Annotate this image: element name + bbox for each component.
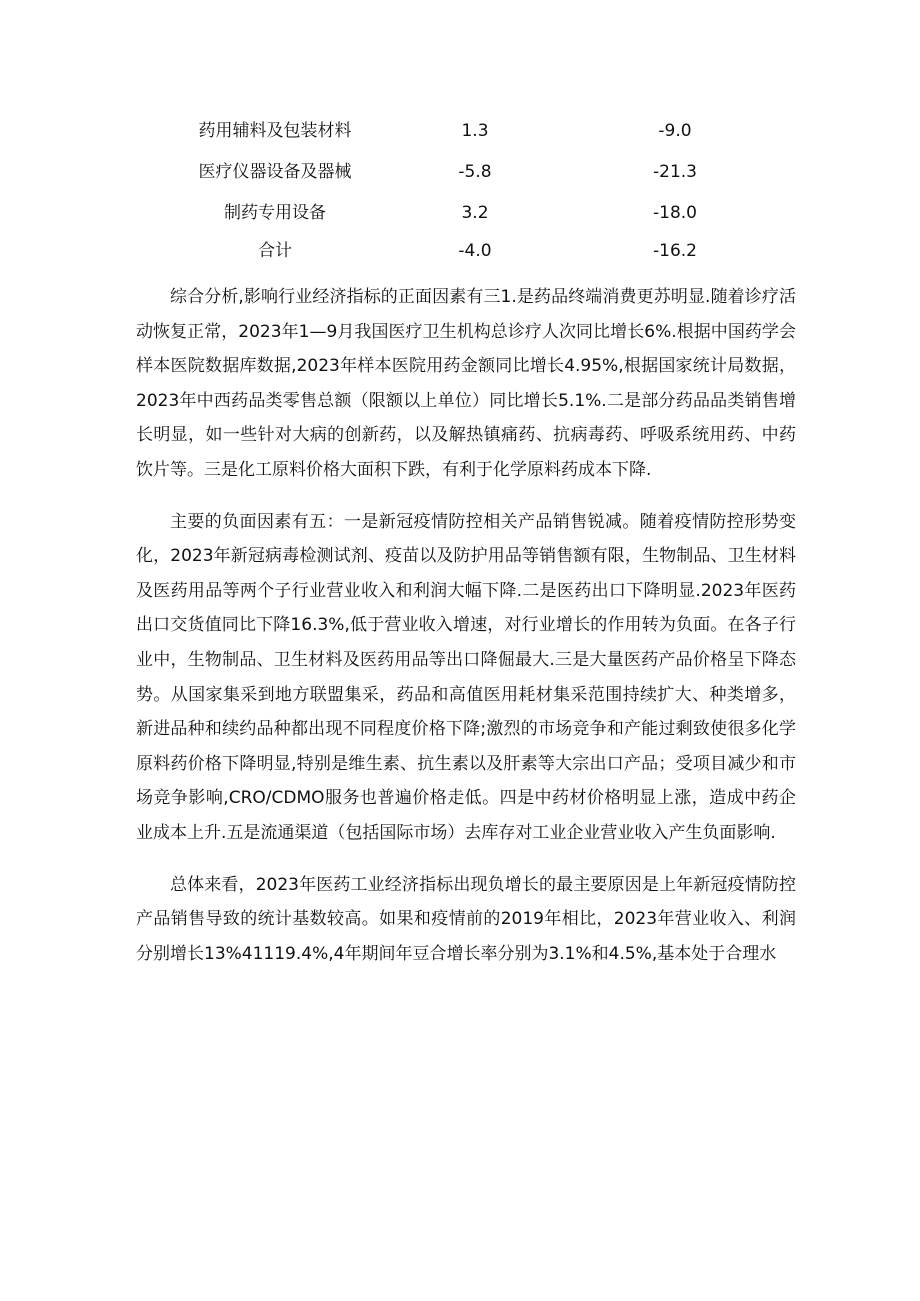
table-row bbox=[0, 158, 920, 186]
row-name: 医疗仪器设备及器械 bbox=[198, 162, 352, 182]
row-value-b: -18.0 bbox=[653, 203, 697, 223]
table-row bbox=[0, 199, 920, 227]
table-row-total bbox=[0, 237, 920, 265]
paragraph-negative-factors: 主要的负面因素有五：一是新冠疫情防控相关产品销售锐减。随着疫情防控形势变化，2023年新冠病毒检测试剂、疫苗以及防护用品等销售额有限，生物制品、卫生材料及医药用品等两个子行业营业收入和利润大幅下降.二是医药出口下降明显.2023年医药出口交货值同比下降16.3%,低于营业收入增速，对行业增长的作用转为负面。在各子行业中，生物制品、卫生材料及医药用品等出口降倔最大.三是大量医药产品价格呈下降态势。从国家集采到地方联盟集采，药品和高值医用耗材集采范围持续扩大、种类增多，新进品种和续约品种都出现不同程度价格下降;激烈的市场竞争和产能过剩致使很多化学原料药价格下降明显,特别是维生素、抗生素以及肝素等大宗出口产品；受项目减少和市场竞争影响,CRO/CDMO服务也普遍价格走低。四是中药材价格明显上涨，造成中药企业成本上升.五是流通渠道（包括国际市场）去库存对工业企业营业收入产生负面影响. bbox=[136, 511, 796, 843]
row-value-a: -5.8 bbox=[458, 162, 492, 182]
row-value-b: -16.2 bbox=[653, 241, 697, 261]
paragraph-summary: 总体来看，2023年医药工业经济指标出现负增长的最主要原因是上年新冠疫情防控产品销售导致的统计基数较高。如果和疫情前的2019年相比，2023年营业收入、利润分别增长13%41119.4%,4年期间年豆合增长率分别为3.1%和4.5%,基本处于合理水 bbox=[136, 874, 796, 964]
row-value-b: -9.0 bbox=[658, 121, 692, 141]
row-name: 药用辅料及包装材料 bbox=[198, 121, 352, 141]
row-name: 合计 bbox=[258, 241, 292, 261]
paragraph-positive-factors: 综合分析,影响行业经济指标的正面因素有三1.是药品终端消费更苏明显.随着诊疗活动恢复正常，2023年1—9月我国医疗卫生机构总诊疗人次同比增长6%.根据中国药学会样本医院数据库数据,2023年样本医院用药金额同比增长4.95%,根据国家统计局数据，2023年中西药品类零售总额（限额以上单位）同比增长5.1%.二是部分药品品类销售增长明显，如一些针对大病的创新药，以及解热镇痛药、抗病毒药、呼吸系统用药、中药饮片等。三是化工原料价格大面积下跌，有利于化学原料药成本下降. bbox=[136, 287, 796, 480]
table-row bbox=[0, 117, 920, 145]
row-value-a: 1.3 bbox=[461, 121, 489, 141]
body-text bbox=[136, 280, 796, 971]
row-value-a: 3.2 bbox=[461, 203, 489, 223]
row-name: 制药专用设备 bbox=[224, 203, 326, 223]
row-value-b: -21.3 bbox=[653, 162, 697, 182]
row-value-a: -4.0 bbox=[458, 241, 492, 261]
